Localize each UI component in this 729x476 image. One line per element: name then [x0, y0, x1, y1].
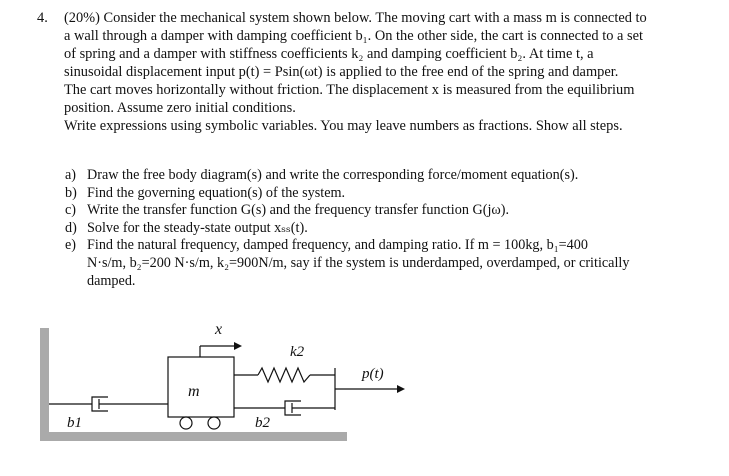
part-label: a) — [65, 167, 77, 183]
part-label: b) — [65, 184, 77, 201]
problem-line-6: position. Assume zero initial conditions. — [64, 100, 296, 116]
problem-line-3: of spring and a damper with stiffness coefficients k₂ and damping coefficient b₂. At time t, a — [64, 46, 594, 62]
part-text: Write the transfer function G(s) and the frequency transfer function G(jω). — [87, 202, 510, 219]
left-wall — [40, 328, 49, 441]
mass-block — [168, 357, 234, 417]
problem-line-2: a wall through a damper with damping coefficient b₁. On the other side, the cart is connected to a set — [64, 28, 643, 44]
problem-line-7: Write expressions using symbolic variables. You may leave numbers as fractions. Show all steps. — [64, 118, 623, 134]
part-e-line-2: N·s/m, b₂=200 N·s/m, k₂=900N/m, say if the system is underdamped, overdamped, or critically — [87, 254, 630, 271]
x-label: x — [215, 321, 223, 338]
part-e-line-3: damped. — [87, 272, 136, 289]
problem-number: 4. — [37, 10, 48, 26]
input-arrow — [335, 385, 405, 393]
problem-text-line: (20%) Consider the mechanical system shown below. The moving cart with a mass m is connected to — [64, 10, 647, 26]
b1-label: b1 — [67, 415, 82, 431]
part-text: Find the natural frequency, damped frequency, and damping ratio. If m = 100kg, b₁=400 — [87, 237, 588, 254]
input-label: p(t) — [362, 366, 384, 382]
b2-label: b2 — [255, 415, 270, 431]
problem-line-5: The cart moves horizontally without friction. The displacement x is measured from the equilibrium — [64, 82, 635, 98]
k2-label: k2 — [290, 344, 305, 360]
displacement-arrow — [200, 342, 242, 357]
floor — [40, 432, 347, 441]
part-label: d) — [65, 219, 77, 236]
part-label: c) — [65, 202, 77, 219]
part-label: e) — [65, 237, 77, 254]
part-text: Solve for the steady-state output xₛₛ(t). — [87, 219, 308, 236]
damper-b2 — [234, 401, 335, 415]
mass-label: m — [188, 383, 200, 400]
wheel-left — [180, 417, 192, 429]
part-text: Find the governing equation(s) of the system. — [87, 184, 346, 201]
spring-k2 — [234, 368, 335, 382]
problem-line-4: sinusoidal displacement input p(t) = Psin(ωt) is applied to the free end of the spring and damper. — [64, 64, 619, 80]
wheel-right — [208, 417, 220, 429]
part-text: Draw the free body diagram(s) and write the corresponding force/moment equation(s). — [87, 167, 579, 183]
damper-b1 — [49, 397, 168, 411]
